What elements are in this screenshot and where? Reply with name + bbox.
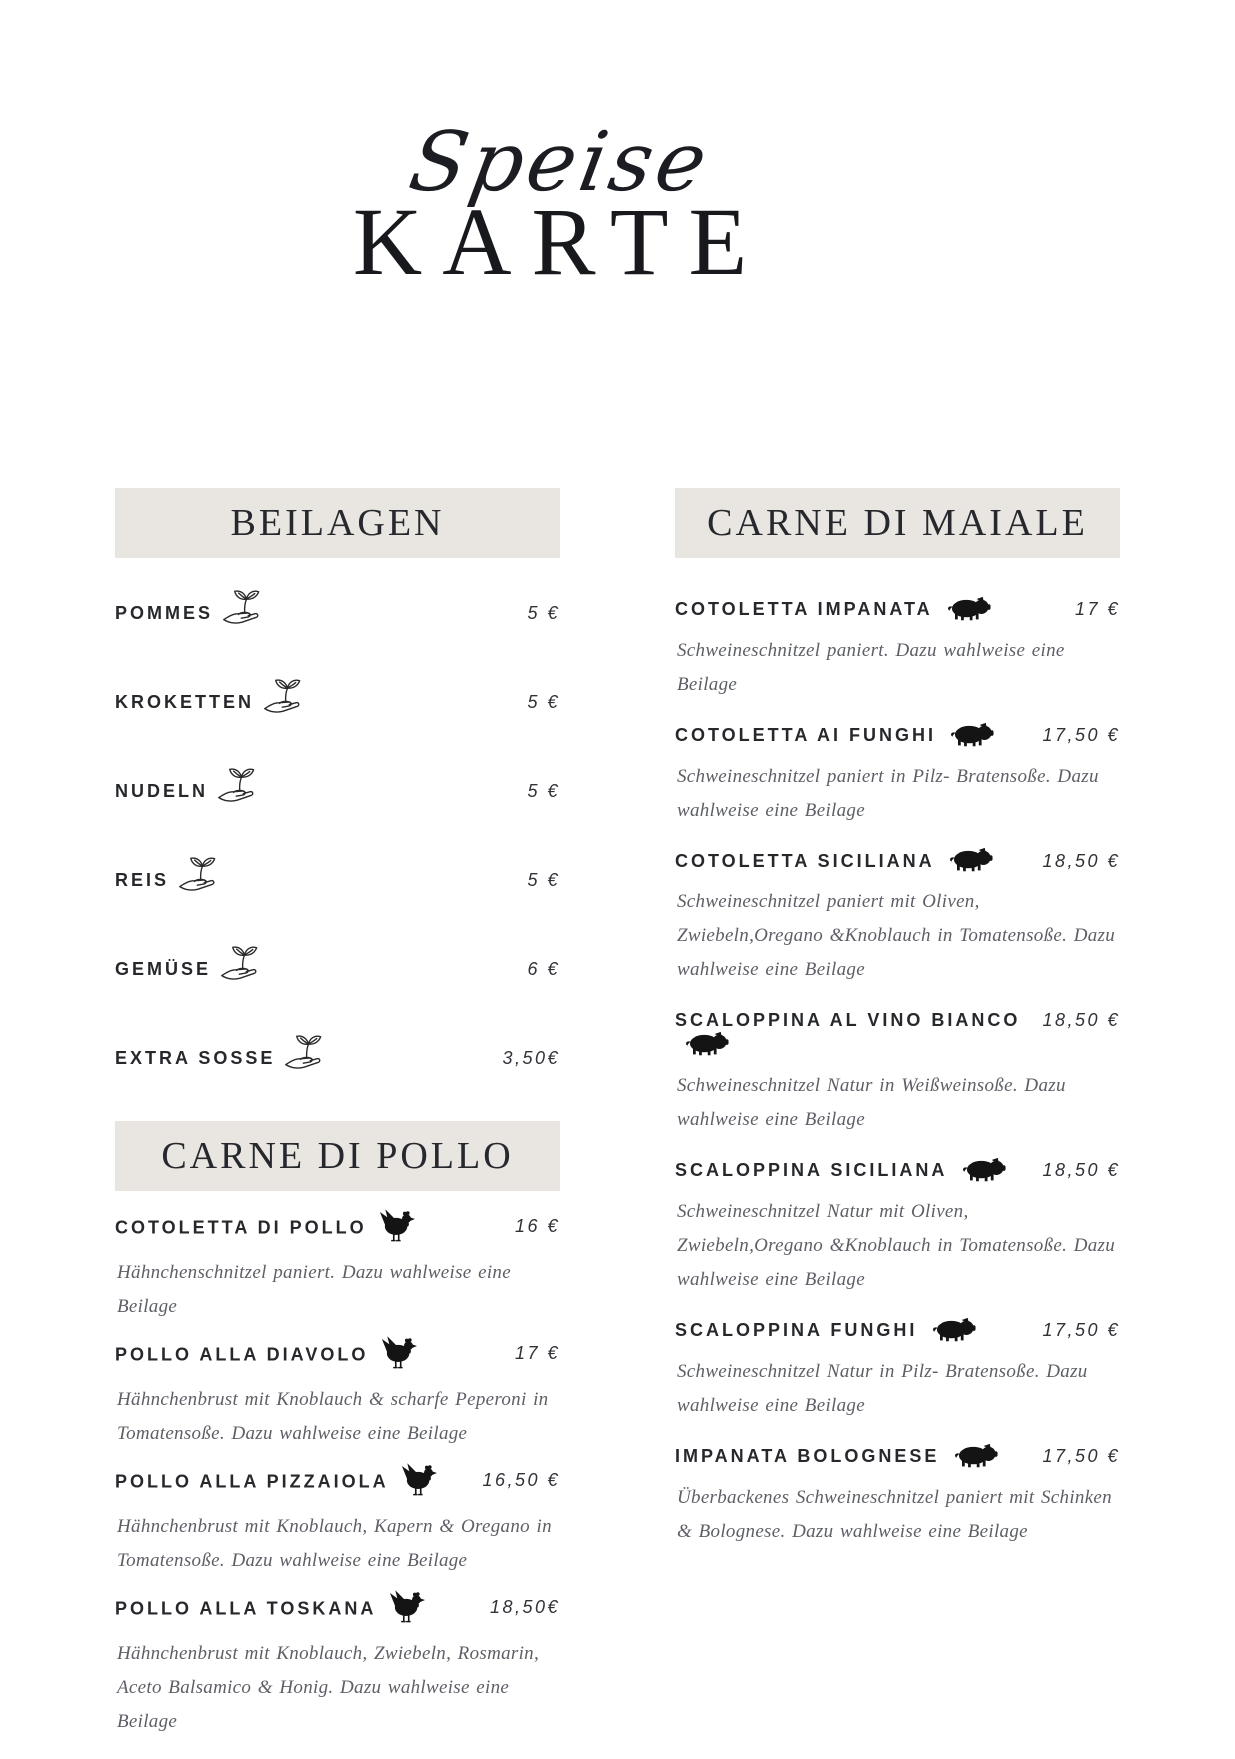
menu-item [115, 1213, 560, 1324]
item-description: Schweineschnitzel Natur in Weißweinsoße. Dazu wahlweise eine Beilage [677, 1075, 1066, 1131]
pig-icon [945, 596, 991, 622]
item-price: 18,50 € [1042, 850, 1120, 871]
menu-item [675, 1007, 1120, 1137]
item-name: GEMÜSE [115, 959, 212, 979]
item-price: 5 € [527, 870, 560, 890]
menu-item [115, 778, 560, 804]
item-name: COTOLETTA SICILIANA [675, 850, 935, 871]
menu-item [675, 722, 1120, 828]
menu-item [675, 1157, 1120, 1297]
item-description: Überbackenes Schweineschnitzel paniert mit Schinken & Bolognese. Dazu wahlweise eine Beilage [677, 1486, 1112, 1542]
item-price: 5 € [527, 781, 560, 801]
left-column [115, 488, 560, 1739]
item-name: IMPANATA BOLOGNESE [675, 1445, 940, 1466]
item-name: KROKETTEN [115, 692, 254, 712]
sprout-hand-icon [221, 587, 265, 627]
pig-icon [683, 1031, 729, 1057]
menu-item [675, 1317, 1120, 1423]
section-heading: BEILAGEN [230, 502, 445, 544]
menu-item [115, 1340, 560, 1451]
section-header-carne-di-pollo [115, 1121, 560, 1191]
sprout-hand-icon [283, 1032, 327, 1072]
item-name: POLLO ALLA PIZZAIOLA [115, 1471, 389, 1492]
item-name: POLLO ALLA TOSKANA [115, 1598, 377, 1619]
item-price: 3,50€ [502, 1048, 560, 1068]
item-description: Schweineschnitzel Natur mit Oliven, Zwiebeln,Oregano &Knoblauch in Tomatensoße. Dazu wahlweise eine Beilage [677, 1201, 1116, 1291]
item-description: Schweineschnitzel paniert in Pilz- Bratensoße. Dazu wahlweise eine Beilage [677, 765, 1099, 821]
item-name: SCALOPPINA FUNGHI [675, 1320, 918, 1341]
hen-icon [401, 1463, 437, 1496]
section-heading: CARNE DI MAIALE [707, 502, 1088, 544]
item-description: Schweineschnitzel Natur in Pilz- Bratensoße. Dazu wahlweise eine Beilage [677, 1360, 1088, 1416]
title-script: Speise [402, 115, 718, 210]
item-name: REIS [115, 870, 170, 890]
sprout-hand-icon [216, 765, 260, 805]
section-header-carne-di-maiale [675, 488, 1120, 558]
hen-icon [379, 1209, 415, 1242]
item-price: 5 € [527, 692, 560, 712]
item-name: COTOLETTA IMPANATA [675, 599, 933, 619]
item-description: Schweineschnitzel paniert mit Oliven, Zwiebeln,Oregano &Knoblauch in Tomatensoße. Dazu wahlweise eine Beilage [677, 891, 1116, 981]
hen-icon [389, 1590, 425, 1623]
sprout-hand-icon [219, 943, 263, 983]
menu-item [115, 1467, 560, 1578]
item-price: 17,50 € [1042, 1445, 1120, 1466]
section-header-beilagen [115, 488, 560, 558]
menu-item [115, 1045, 560, 1071]
menu-item [115, 956, 560, 982]
pig-icon [947, 847, 993, 873]
item-price: 17,50 € [1042, 724, 1120, 745]
item-name: SCALOPPINA AL VINO BIANCO [675, 1010, 1021, 1031]
carne-di-pollo-list [115, 1213, 560, 1739]
item-name: EXTRA SOSSE [115, 1048, 276, 1068]
item-name: POLLO ALLA DIAVOLO [115, 1344, 369, 1365]
item-price: 5 € [527, 603, 560, 623]
item-name: SCALOPPINA SICILIANA [675, 1160, 948, 1181]
menu-item [675, 848, 1120, 988]
item-price: 18,50 € [1042, 1010, 1120, 1031]
menu-item [115, 600, 560, 626]
pig-icon [948, 722, 994, 748]
item-price: 17 € [1074, 599, 1120, 619]
item-name: COTOLETTA AI FUNGHI [675, 724, 936, 745]
item-price: 6 € [527, 959, 560, 979]
menu-title [0, 115, 1120, 296]
item-description: Hähnchenschnitzel paniert. Dazu wahlweise eine Beilage [117, 1262, 511, 1317]
menu-item [115, 689, 560, 715]
item-price: 16,50 € [482, 1470, 560, 1490]
item-description: Hähnchenbrust mit Knoblauch, Zwiebeln, Rosmarin, Aceto Balsamico & Honig. Dazu wahlweise eine Beilage [117, 1643, 540, 1732]
menu-item [675, 1443, 1120, 1549]
item-price: 16 € [514, 1216, 560, 1236]
sprout-hand-icon [177, 854, 221, 894]
item-price: 18,50€ [489, 1597, 560, 1617]
pig-icon [952, 1443, 998, 1469]
item-name: NUDELN [115, 781, 208, 801]
item-description: Hähnchenbrust mit Knoblauch, Kapern & Oregano in Tomatensoße. Dazu wahlweise eine Beilage [117, 1516, 552, 1571]
item-name: POMMES [115, 603, 214, 623]
menu-item [115, 1594, 560, 1739]
beilagen-list [115, 600, 560, 1071]
pig-icon [960, 1157, 1006, 1183]
hen-icon [381, 1336, 417, 1369]
item-price: 17 € [514, 1343, 560, 1363]
menu-item [115, 867, 560, 893]
menu-item [675, 596, 1120, 702]
page-title: KARTE [352, 188, 768, 296]
item-description: Hähnchenbrust mit Knoblauch & scharfe Peperoni in Tomatensoße. Dazu wahlweise eine Beilage [117, 1389, 549, 1444]
item-price: 17,50 € [1042, 1320, 1120, 1341]
carne-di-maiale-list [675, 596, 1120, 1549]
item-description: Schweineschnitzel paniert. Dazu wahlweise eine Beilage [677, 639, 1065, 695]
sprout-hand-icon [262, 676, 306, 716]
item-name: COTOLETTA DI POLLO [115, 1217, 367, 1238]
pig-icon [930, 1317, 976, 1343]
item-price: 18,50 € [1042, 1160, 1120, 1181]
section-heading: CARNE DI POLLO [161, 1135, 514, 1177]
right-column [675, 488, 1120, 1549]
